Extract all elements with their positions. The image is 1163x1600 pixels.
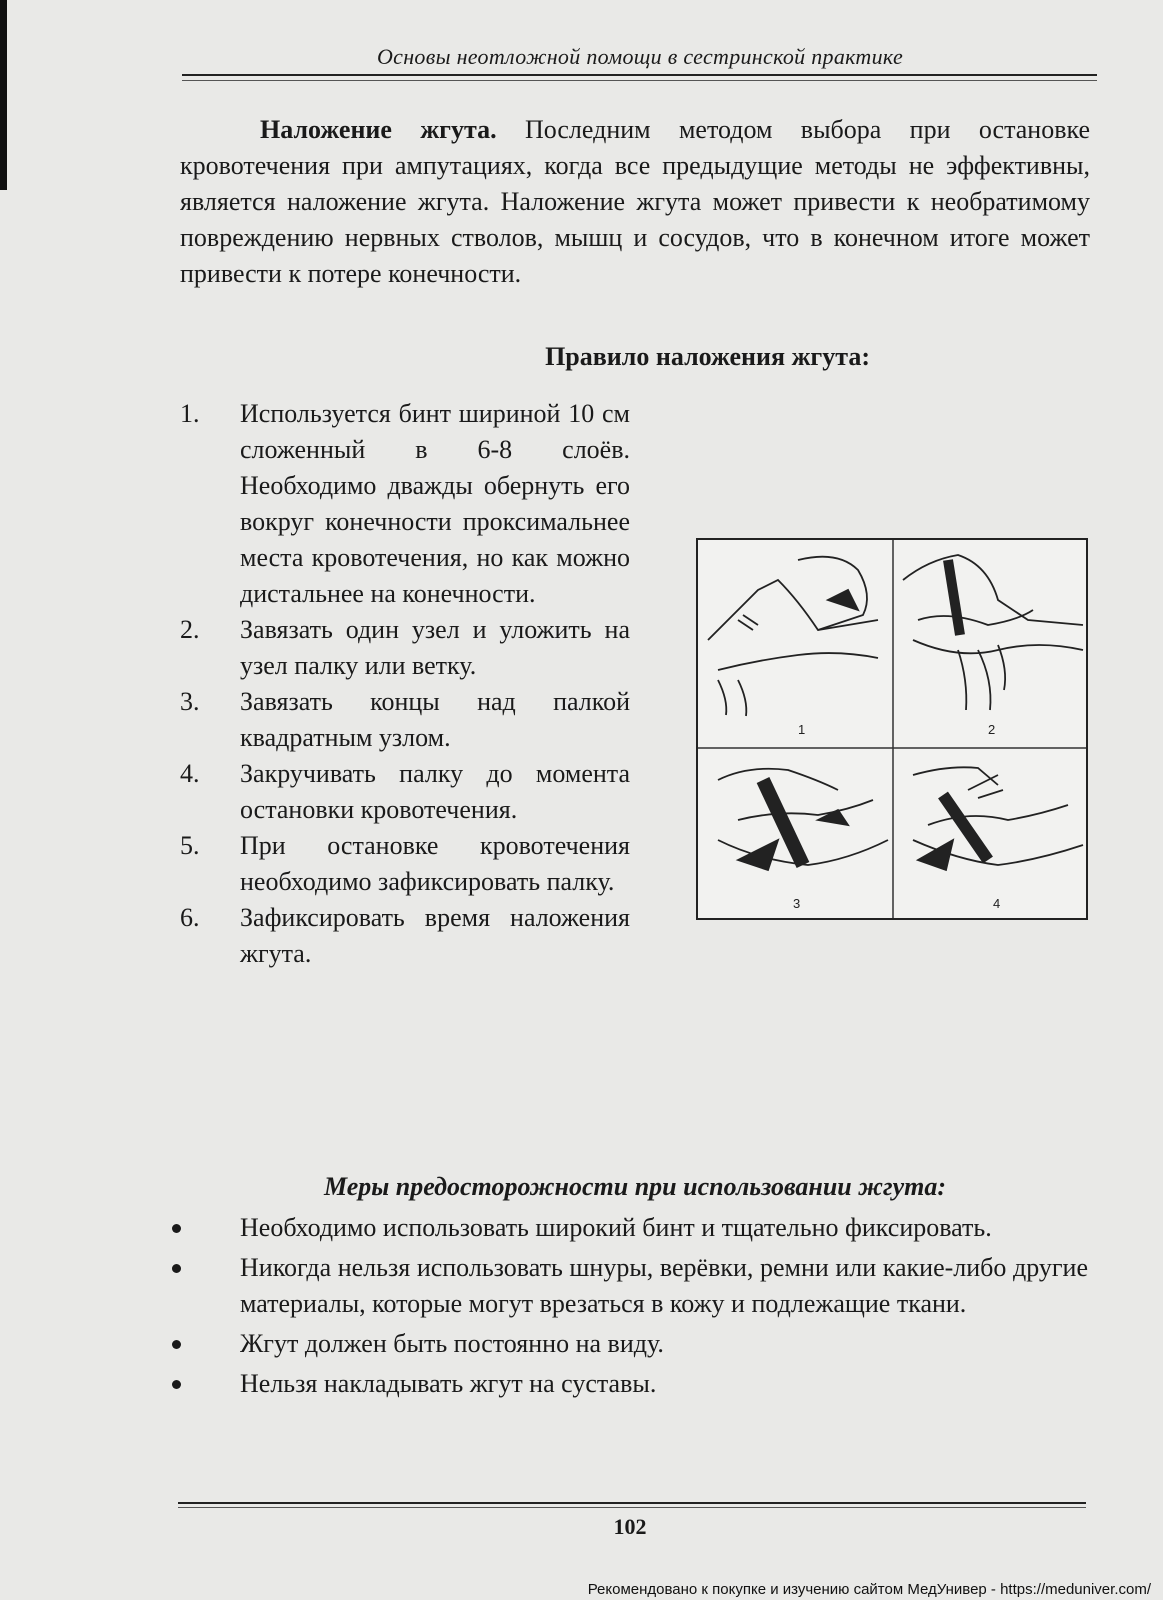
precautions-list bbox=[168, 1210, 1088, 1406]
precaution-text: Нельзя накладывать жгут на суставы. bbox=[240, 1369, 657, 1398]
panel-1-drawing bbox=[708, 557, 878, 716]
step-item bbox=[170, 612, 630, 684]
header-rule-thin bbox=[182, 80, 1097, 81]
step-item bbox=[170, 684, 630, 756]
page-number: 102 bbox=[613, 1514, 647, 1539]
step-number: 5. bbox=[180, 831, 200, 860]
footer-rule-thin bbox=[178, 1507, 1086, 1508]
step-item bbox=[170, 900, 630, 972]
step-number: 6. bbox=[180, 903, 200, 932]
step-number: 3. bbox=[180, 687, 200, 716]
bullet-dot-icon bbox=[168, 1250, 240, 1322]
step-item bbox=[170, 756, 630, 828]
step-text: Зафиксировать время наложения жгута. bbox=[240, 903, 630, 968]
step-item bbox=[170, 396, 630, 612]
precaution-text: Никогда нельзя использовать шнуры, верёвки, ремни или какие-либо другие материалы, которые могут врезаться в кожу и подлежащие ткани. bbox=[240, 1253, 1088, 1318]
step-text: Закручивать палку до момента остановки кровотечения. bbox=[240, 759, 630, 824]
step-text: Завязать концы над палкой квадратным узлом. bbox=[240, 687, 630, 752]
book-spine-edge bbox=[0, 0, 7, 190]
rules-steps-list bbox=[170, 396, 630, 972]
precautions-heading: Меры предосторожности при использовании жгута: bbox=[323, 1172, 947, 1201]
intro-text: Последним методом выбора при остановке кровотечения при ампутациях, когда все предыдущие методы не эффективны, является наложение жгута. Наложение жгута может привести к необратимому повреждению нервных стволов, мышц и сосудов, что в конечном итоге может привести к потере конечности. bbox=[180, 115, 1090, 288]
intro-paragraph bbox=[180, 112, 1090, 292]
precaution-item bbox=[168, 1366, 1088, 1402]
running-header: Основы неотложной помощи в сестринской практике bbox=[376, 44, 904, 69]
precaution-item bbox=[168, 1210, 1088, 1246]
tourniquet-illustration-svg bbox=[698, 540, 1086, 918]
panel-4-drawing bbox=[913, 767, 1083, 870]
precaution-text: Жгут должен быть постоянно на виду. bbox=[240, 1329, 664, 1358]
step-text: Используется бинт шириной 10 см сложенный в 6-8 слоёв. Необходимо дважды обернуть его вокруг конечности проксимальнее места кровотечения, но как можно дистальнее на конечности. bbox=[240, 399, 630, 608]
intro-lead: Наложение жгута. bbox=[260, 115, 497, 144]
step-item bbox=[170, 828, 630, 900]
panel-1-label: 1 bbox=[798, 722, 806, 737]
bullet-dot-icon bbox=[168, 1366, 240, 1402]
watermark-link[interactable]: Рекомендовано к покупке и изучению сайтом МедУнивер - https://meduniver.com/ bbox=[587, 1581, 1151, 1598]
step-number: 2. bbox=[180, 615, 200, 644]
precaution-item bbox=[168, 1250, 1088, 1322]
step-text: При остановке кровотечения необходимо зафиксировать палку. bbox=[240, 831, 630, 896]
precaution-text: Необходимо использовать широкий бинт и тщательно фиксировать. bbox=[240, 1213, 992, 1242]
bullet-dot-icon bbox=[168, 1326, 240, 1362]
panel-2-label: 2 bbox=[988, 722, 996, 737]
tourniquet-illustration bbox=[696, 538, 1088, 920]
step-text: Завязать один узел и уложить на узел палку или ветку. bbox=[240, 615, 630, 680]
step-number: 1. bbox=[180, 399, 200, 428]
step-number: 4. bbox=[180, 759, 200, 788]
footer-rule bbox=[178, 1502, 1086, 1504]
panel-4-label: 4 bbox=[993, 896, 1001, 911]
panel-3-label: 3 bbox=[793, 896, 801, 911]
panel-3-drawing bbox=[718, 769, 888, 870]
bullet-dot-icon bbox=[168, 1210, 240, 1246]
header-rule bbox=[182, 74, 1097, 76]
precaution-item bbox=[168, 1326, 1088, 1362]
rules-heading: Правило наложения жгута: bbox=[545, 342, 870, 371]
panel-2-drawing bbox=[903, 555, 1083, 710]
